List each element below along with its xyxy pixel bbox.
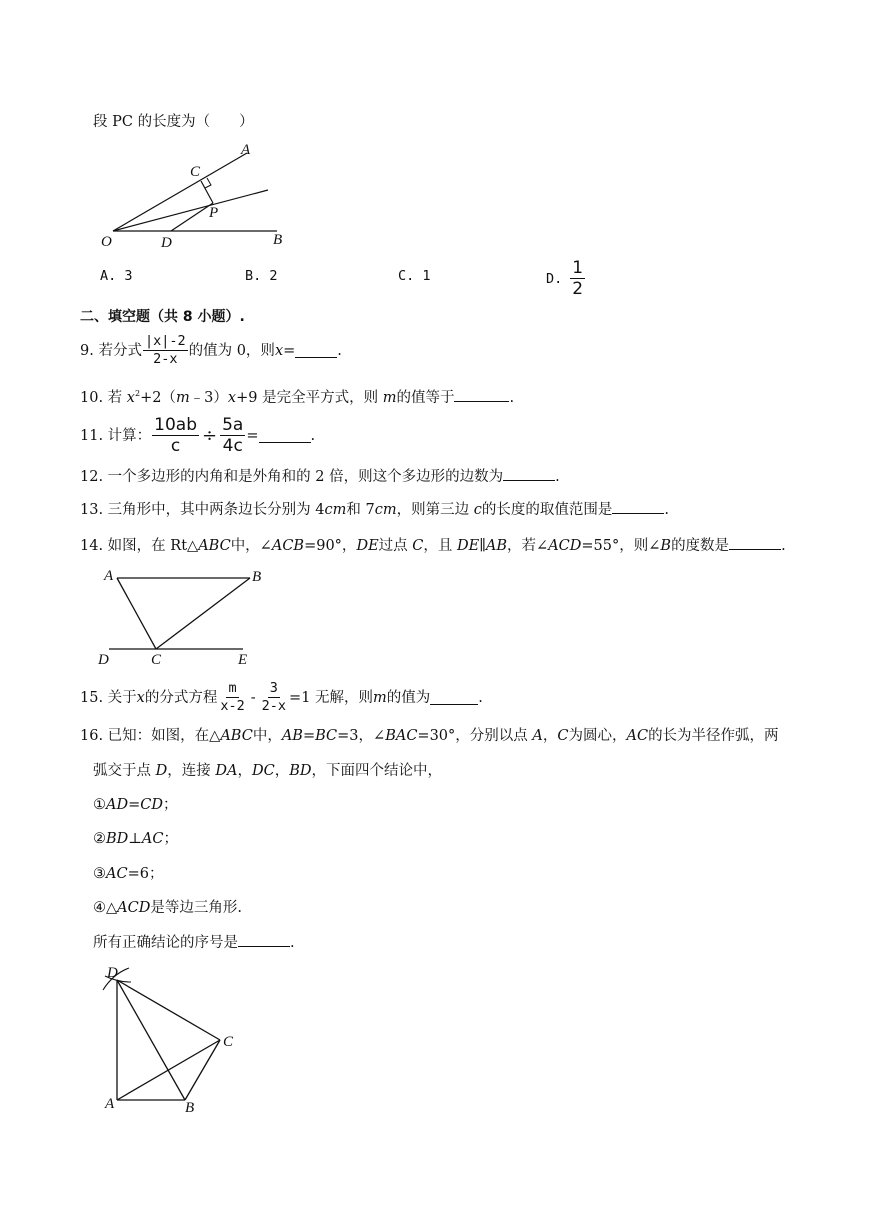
q15-answer-blank[interactable]	[430, 690, 478, 705]
q9-answer-blank[interactable]	[295, 343, 337, 358]
q16-l1-p5: =30°，分别以点	[417, 728, 533, 744]
q16-l1-p8: 的长为半径作弧，两	[648, 728, 779, 744]
q14-p3: =90°，	[304, 538, 357, 554]
c4-num: ④△	[93, 900, 118, 916]
q11-end: .	[310, 427, 316, 444]
q12-end: .	[555, 469, 560, 485]
q14-p5: ，且	[423, 538, 457, 554]
q13-unit1: cm	[324, 502, 347, 518]
q10-mid1: +2（	[140, 389, 176, 406]
conclusion-1	[93, 795, 178, 815]
q15-m: m	[373, 689, 387, 706]
q14-acb: ACB	[271, 538, 305, 554]
q16-answer-blank[interactable]	[238, 932, 290, 947]
q16-l2-p5: ，下面四个结论中，	[311, 763, 442, 779]
c4-end: 是等边三角形.	[150, 900, 242, 916]
q14-abc: ABC	[198, 538, 231, 554]
segment-dc	[117, 980, 220, 1040]
q14-c: C	[412, 538, 424, 554]
q9-num: |x|-2	[144, 333, 186, 349]
c1-num: ①	[93, 797, 106, 813]
q11-eq: =	[246, 427, 259, 444]
label-c: C	[190, 164, 201, 180]
conclusion-3	[93, 864, 163, 884]
q14-p7: ，若∠	[507, 538, 549, 554]
q12-text: 12. 一个多边形的内角和是外角和的 2 倍，则这个多边形的边数为	[80, 469, 504, 485]
question-12	[80, 466, 560, 487]
q14-answer-blank[interactable]	[729, 535, 781, 550]
q14-end: .	[781, 538, 786, 554]
option-d-num: 1	[572, 258, 584, 278]
option-d-fraction	[570, 258, 585, 299]
option-b-text: B. 2	[245, 268, 278, 284]
q11-answer-blank[interactable]	[259, 428, 311, 443]
ray-op	[113, 190, 268, 231]
q8-tail	[93, 112, 254, 132]
q15-num2: 3	[269, 680, 278, 696]
q10-mid3: +9 是完全平方式，则	[236, 389, 383, 406]
q13-mid2: ，则第三边	[396, 502, 474, 518]
q16-l2-da: DA	[215, 763, 238, 779]
c2-end: ；	[163, 831, 178, 847]
q11-den2: 4c	[222, 436, 243, 456]
q15-minus: -	[250, 689, 256, 706]
q13-pre: 13. 三角形中，其中两条边长分别为 4	[80, 502, 325, 518]
option-b	[245, 268, 278, 284]
label-d: D	[107, 965, 118, 981]
q15-p2: 的分式方程	[144, 689, 218, 706]
q14-de2: DE	[456, 538, 480, 554]
q13-end: .	[664, 502, 669, 518]
q14-p2: 中，∠	[230, 538, 272, 554]
label-d: D	[98, 652, 109, 668]
q16-l2-p2: ，连接	[167, 763, 216, 779]
q13-answer-blank[interactable]	[612, 499, 664, 514]
q16-l1-p3: =	[302, 728, 316, 744]
q14-figure	[95, 565, 265, 670]
q16-l1-p2: 中，	[252, 728, 282, 744]
c2-a: BD	[106, 831, 129, 847]
q16-l1-abc: ABC	[220, 728, 253, 744]
option-d	[546, 258, 586, 299]
q14-de: DE	[356, 538, 379, 554]
right-angle-mark	[205, 178, 211, 188]
q14-p4: 过点	[378, 538, 413, 554]
q8-figure	[95, 140, 295, 255]
q14-p9: 的度数是	[671, 538, 730, 554]
q10-m: m	[175, 389, 190, 406]
question-16-line-2	[93, 761, 442, 781]
option-a-text: A. 3	[100, 268, 133, 284]
q9-eq: =	[283, 342, 296, 359]
q16-ask	[93, 932, 295, 953]
question-11	[80, 415, 315, 456]
q11-num1: 10ab	[154, 415, 198, 435]
c3-eq: =6；	[127, 866, 164, 882]
option-c-text: C. 1	[398, 268, 431, 284]
q16-ask-text: 所有正确结论的序号是	[93, 935, 238, 951]
q14-ab: AB	[485, 538, 508, 554]
q13-mid3: 的长度的取值范围是	[481, 502, 613, 518]
q16-l1-p1: 16. 已知：如图，在△	[80, 728, 221, 744]
label-p: P	[209, 205, 219, 221]
question-13	[80, 499, 669, 520]
q16-l2-bd: BD	[289, 763, 312, 779]
q12-answer-blank[interactable]	[503, 466, 555, 481]
q10-pre: 10. 若	[80, 389, 127, 406]
q14-p1: 14. 如图，在 Rt△	[80, 538, 199, 554]
option-c	[398, 268, 431, 284]
c3-num: ③	[93, 866, 106, 882]
segment-bc	[185, 1040, 220, 1100]
q10-end: .	[509, 389, 515, 406]
label-b: B	[252, 569, 262, 585]
label-c: C	[223, 1034, 234, 1050]
q10-x: x	[126, 389, 135, 406]
question-14	[80, 535, 786, 556]
q15-x: x	[136, 689, 145, 706]
q14-p6: ∥	[479, 538, 486, 554]
q16-l2-p1: 弧交于点	[93, 763, 156, 779]
label-e: E	[238, 652, 248, 668]
question-15	[80, 680, 483, 715]
q16-figure	[95, 960, 255, 1120]
label-b: B	[273, 232, 283, 248]
segment-ac	[117, 578, 156, 649]
q14-b: B	[660, 538, 672, 554]
c2-num: ②	[93, 831, 106, 847]
q16-l2-p4: ，	[274, 763, 290, 779]
conclusion-4	[93, 898, 242, 918]
q15-p4: 的值为	[386, 689, 431, 706]
q16-l1-bc: BC	[315, 728, 338, 744]
c1-a: AD	[106, 797, 129, 813]
label-c: C	[151, 652, 162, 668]
label-a: A	[241, 142, 251, 158]
q11-den1: c	[170, 436, 181, 456]
q10-m2: m	[382, 389, 397, 406]
segment-bc	[156, 578, 250, 649]
c3-a: AC	[106, 866, 128, 882]
question-16-line-1	[80, 726, 779, 746]
q16-l1-a: A	[532, 728, 543, 744]
conclusion-2	[93, 829, 178, 849]
q9-end: .	[337, 342, 342, 359]
label-a: A	[104, 568, 114, 584]
q9-var: x	[274, 342, 284, 359]
q15-fraction-2	[260, 680, 288, 715]
q10-x2: x	[227, 389, 237, 406]
segment-pc	[201, 181, 213, 203]
q8-tail-text: 段 PC 的长度为（ ）	[93, 114, 254, 130]
c2-eq: ⊥	[128, 831, 142, 847]
q15-num1: m	[228, 680, 237, 696]
q16-l1-ac: AC	[626, 728, 649, 744]
q14-p8: =55°，则∠	[581, 538, 661, 554]
segment-bd	[117, 980, 185, 1100]
q11-fraction-2	[220, 415, 245, 456]
c1-eq: =	[128, 797, 141, 813]
q11-pre: 11. 计算：	[80, 427, 152, 444]
q16-l2-dc: DC	[251, 763, 275, 779]
question-10	[80, 384, 514, 408]
q16-l1-c: C	[557, 728, 569, 744]
c2-b: AC	[141, 831, 164, 847]
section-heading-text: 二、填空题（共 8 小题）.	[80, 309, 245, 325]
q10-sup: 2	[134, 389, 141, 398]
q11-num2: 5a	[222, 415, 244, 435]
q13-mid: 和 7	[346, 502, 375, 518]
option-a	[100, 268, 133, 284]
q9-den: 2-x	[153, 351, 178, 367]
c4-a: ACD	[117, 900, 151, 916]
c1-b: CD	[140, 797, 163, 813]
ray-oa	[113, 153, 247, 231]
q16-l1-p6: ，	[542, 728, 558, 744]
q16-l1-bac: BAC	[385, 728, 418, 744]
label-a: A	[105, 1096, 115, 1112]
q15-den2: 2-x	[261, 698, 287, 714]
q10-mid2: ﹣3）	[189, 389, 228, 406]
label-d: D	[161, 235, 172, 251]
q13-unit2: cm	[374, 502, 397, 518]
label-o: O	[101, 234, 112, 250]
option-d-den: 2	[572, 279, 584, 299]
c1-end: ；	[163, 797, 178, 813]
q16-l1-p4: =3，∠	[337, 728, 386, 744]
section-heading	[80, 307, 245, 327]
q15-p3: =1 无解，则	[289, 689, 374, 706]
question-9	[80, 333, 342, 368]
segment-dp	[171, 203, 213, 231]
q13-c: c	[473, 502, 482, 518]
q10-answer-blank[interactable]	[454, 387, 509, 402]
q16-end: .	[290, 935, 295, 951]
q16-l2-p3: ，	[237, 763, 252, 779]
q14-acd: ACD	[548, 538, 582, 554]
q9-mid: 的值为 0，则	[188, 342, 275, 359]
q16-l1-ab: AB	[281, 728, 303, 744]
q16-l2-d: D	[155, 763, 168, 779]
q10-mid4: 的值等于	[396, 389, 455, 406]
q9-pre: 9. 若分式	[80, 342, 142, 359]
q15-den1: x-2	[220, 698, 245, 714]
q15-end: .	[478, 689, 483, 706]
q16-l1-p7: 为圆心，	[568, 728, 627, 744]
label-b: B	[185, 1100, 195, 1116]
q15-fraction-1	[218, 680, 246, 715]
q11-divide: ÷	[202, 424, 218, 446]
q9-fraction	[143, 333, 188, 368]
q11-fraction-1	[152, 415, 199, 456]
q15-p1: 15. 关于	[80, 689, 137, 706]
option-d-prefix: D.	[546, 270, 563, 287]
